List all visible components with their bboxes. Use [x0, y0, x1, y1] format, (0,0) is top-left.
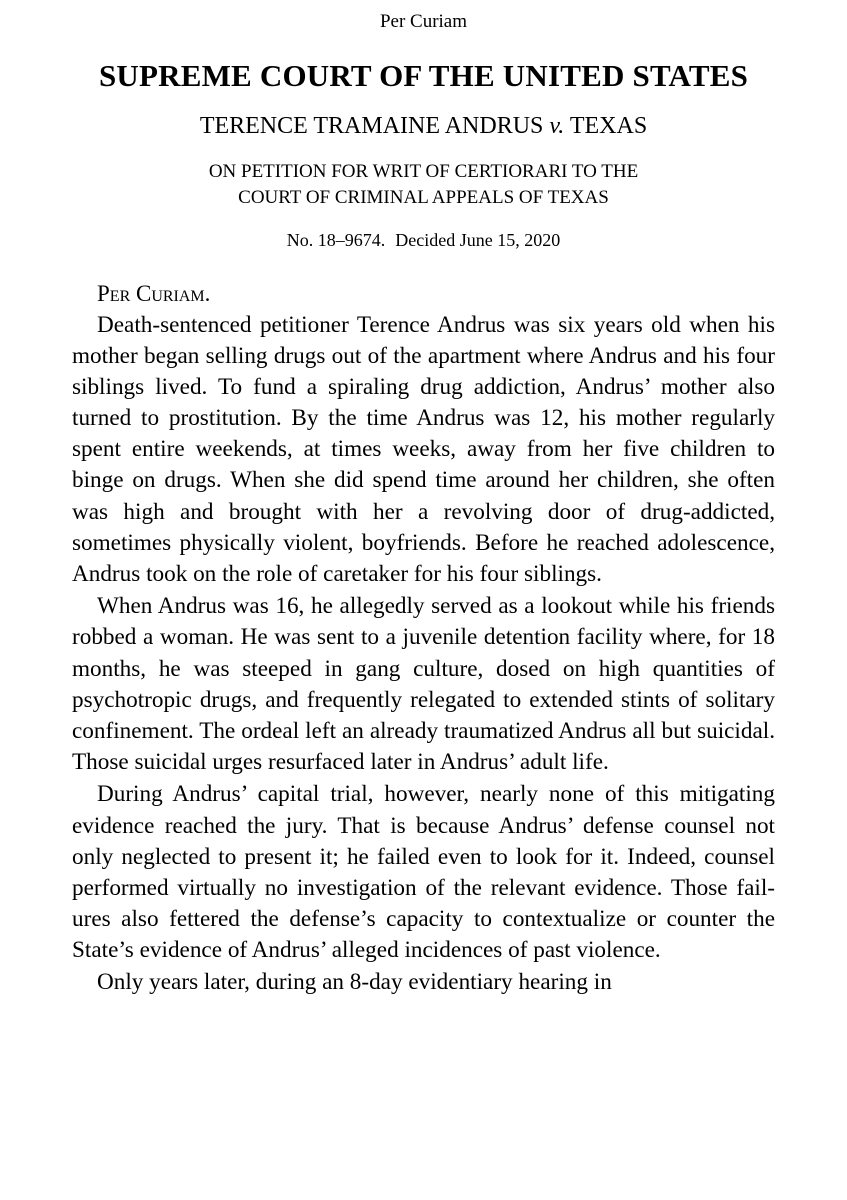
opinion-body [72, 310, 775, 1000]
paragraph: Death-sentenced petitioner Terence Andrus was six years old when his mother began selling drugs out of the apartment where Andrus and his four siblings lived. To fund a spiraling drug addiction, Andrus’ mother also turned to prostitution. By the time Andrus was 12, his mother regularly spent entire weekends, at times weeks, away from her five children to binge on drugs. When she did spend time around her children, she often was high and brought with her a revolving door of drug-addicted, sometimes physically violent, boyfriends. Before he reached adolescence, Andrus took on the role of caretaker for his four siblings. [72, 312, 775, 587]
docket-number: No. 18–9674. [286, 230, 386, 250]
court-name: SUPREME COURT OF THE UNITED STATES [98, 58, 749, 93]
versus-label: v. [549, 113, 565, 139]
case-caption [0, 111, 847, 141]
paragraph: During Andrus’ capital trial, however, nearly none of this mitigating evidence reached the jury. That is because Andrus’ defense counsel not only neglected to present it; he failed even to look for it. Indeed, counsel performed virtually no investigation of the relevant evidence. Those failures also fettered the defense’s capacity to contextualize or counter the State’s evidence of Andrus’ alleged incidences of past violence. [72, 781, 775, 963]
docket-line [0, 228, 847, 252]
petition-statement [0, 159, 847, 211]
petition-line-2: COURT OF CRIMINAL APPEALS OF TEXAS [238, 187, 609, 208]
petitioner-name: TERENCE TRAMAINE ANDRUS [199, 113, 544, 139]
respondent-name: TEXAS [569, 113, 648, 139]
petition-line-1: ON PETITION FOR WRIT OF CERTIORARI TO THE [208, 161, 639, 182]
decision-date: Decided June 15, 2020 [395, 230, 561, 250]
paragraph: Only years later, during an 8-day evidentiary hearing in [97, 969, 612, 996]
opinion-heading: Per Curiam. [97, 281, 211, 306]
paragraph: When Andrus was 16, he allegedly served as a lookout while his friends robbed a woman. He was sent to a juvenile detention facility where, for 18 months, he was steeped in gang culture, dosed on high quantities of psychotropic drugs, and frequently relegated to extended stints of solitary confinement. The ordeal left an already traumatized Andrus all but suicidal. Those suicidal urges resurfaced later in Andrus’ adult life. [72, 593, 775, 775]
running-head: Per Curiam [379, 11, 468, 32]
